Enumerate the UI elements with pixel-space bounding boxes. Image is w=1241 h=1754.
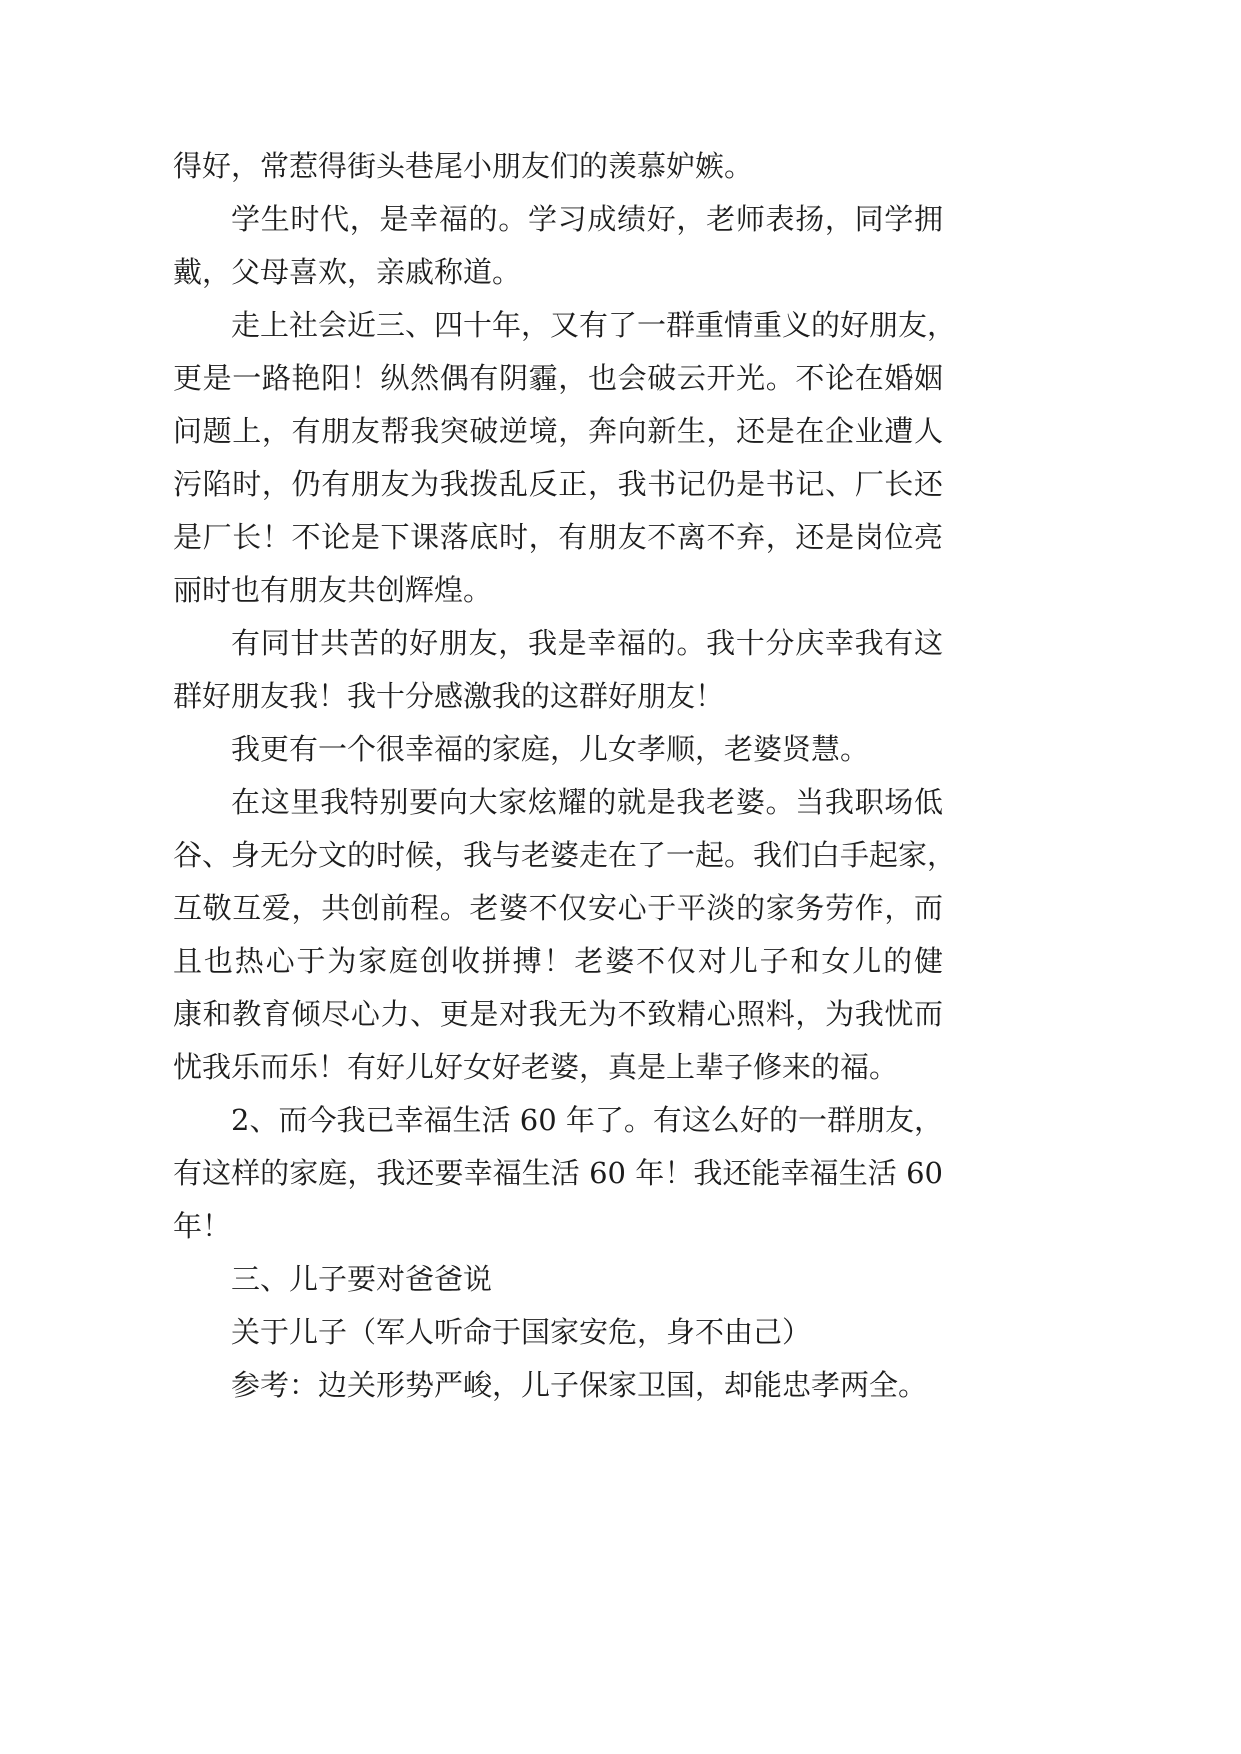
paragraph-line: 污陷时，仍有朋友为我拨乱反正，我书记仍是书记、厂长还 [173,467,943,501]
paragraph-line: 问题上，有朋友帮我突破逆境，奔向新生，还是在企业遭人 [173,414,943,448]
paragraph-line: 戴，父母喜欢，亲戚称道。 [173,255,522,289]
paragraph [173,1094,943,1253]
paragraph-line: 群好朋友我！我十分感激我的这群好朋友！ [173,679,725,713]
paragraph [173,140,943,193]
paragraph [173,1359,943,1412]
paragraph-line: 是厂长！不论是下课落底时，有朋友不离不弃，还是岗位亮 [173,520,943,554]
paragraph [173,193,943,299]
paragraph-line: 更是一路艳阳！纵然偶有阴霾，也会破云开光。不论在婚姻 [173,361,943,395]
paragraph-line: 有这样的家庭，我还要幸福生活 60 年！我还能幸福生活 60 [173,1156,943,1190]
document-body [173,140,957,1412]
paragraph-line: 参考：边关形势严峻，儿子保家卫国，却能忠孝两全。 [231,1368,928,1402]
paragraph-line: 有同甘共苦的好朋友，我是幸福的。我十分庆幸我有这 [231,626,943,660]
paragraph [173,776,957,1094]
paragraph-line: 得好，常惹得街头巷尾小朋友们的羡慕妒嫉。 [173,149,754,183]
paragraph-line: 年！ [173,1209,232,1243]
paragraph-line: 忧我乐而乐！有好儿好女好老婆，真是上辈子修来的福。 [173,1050,899,1084]
paragraph-line: 在这里我特别要向大家炫耀的就是我老婆。当我职场低 [231,785,943,819]
paragraph-line: 且也热心于为家庭创收拼搏！老婆不仅对儿子和女儿的健 [173,944,943,978]
paragraph [173,723,943,776]
paragraph-line: 走上社会近三、四十年，又有了一群重情重义的好朋友， [231,308,957,342]
paragraph-line: 学生时代，是幸福的。学习成绩好，老师表扬，同学拥 [231,202,943,236]
paragraph [173,299,957,617]
paragraph-line: 互敬互爱，共创前程。老婆不仅安心于平淡的家务劳作，而 [173,891,943,925]
paragraph-line: 康和教育倾尽心力、更是对我无为不致精心照料，为我忧而 [173,997,943,1031]
paragraph-line: 2、而今我已幸福生活 60 年了。有这么好的一群朋友， [231,1103,943,1137]
paragraph-line: 关于儿子（军人听命于国家安危，身不由己） [231,1315,812,1349]
paragraph-line: 三、儿子要对爸爸说 [231,1262,493,1296]
section-heading [173,1253,943,1306]
paragraph-line: 谷、身无分文的时候，我与老婆走在了一起。我们白手起家， [173,838,957,872]
paragraph-line: 丽时也有朋友共创辉煌。 [173,573,493,607]
paragraph [173,617,943,723]
paragraph [173,1306,943,1359]
paragraph-line: 我更有一个很幸福的家庭，儿女孝顺，老婆贤慧。 [231,732,870,766]
